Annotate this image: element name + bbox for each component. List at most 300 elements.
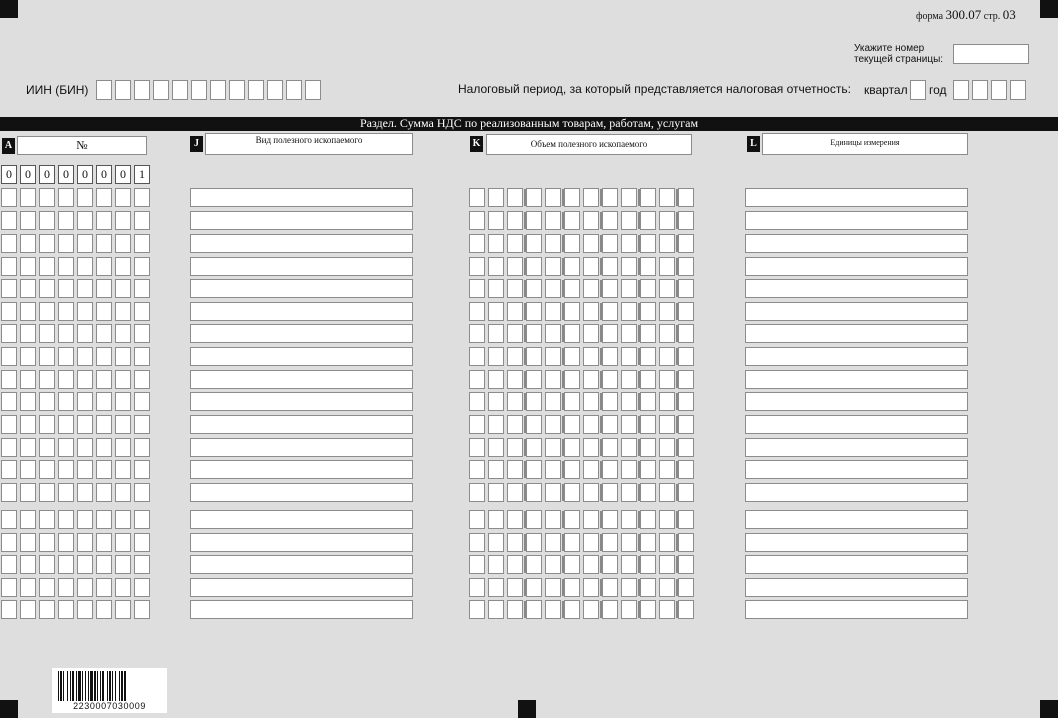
row-number-cell[interactable] [20,555,36,574]
row-unit-input[interactable] [745,234,968,253]
row-volume-cell[interactable] [602,188,618,207]
row-number-cell[interactable] [96,211,112,230]
row-volume-cell[interactable] [564,510,580,529]
row-volume-cell[interactable] [488,211,504,230]
row-volume-cell[interactable] [659,324,675,343]
row-volume-cell[interactable] [507,600,523,619]
row-mineral-type-input[interactable] [190,510,413,529]
row-volume-cell[interactable] [526,600,542,619]
row-number-cell[interactable] [20,370,36,389]
row-volume-cell[interactable] [526,188,542,207]
row-mineral-type-input[interactable] [190,483,413,502]
row-volume-cell[interactable] [469,415,485,434]
row-volume-cell[interactable] [621,211,637,230]
row-volume-cell[interactable] [507,324,523,343]
row-volume-cell[interactable] [564,279,580,298]
row-number-cell[interactable] [39,415,55,434]
row-volume-cell[interactable] [640,234,656,253]
row-volume-cell[interactable] [526,279,542,298]
row-volume-cell[interactable] [602,483,618,502]
row-number-cell[interactable] [77,415,93,434]
row-number-cell[interactable] [1,555,17,574]
row-volume-cell[interactable] [640,392,656,411]
row-number-cell[interactable] [20,483,36,502]
row-mineral-type-input[interactable] [190,257,413,276]
row-volume-cell[interactable] [488,600,504,619]
row-volume-cell[interactable] [507,211,523,230]
row-volume-cell[interactable] [659,415,675,434]
row-volume-cell[interactable] [678,483,694,502]
row-number-cell[interactable] [134,279,150,298]
row-volume-cell[interactable] [507,188,523,207]
row-mineral-type-input[interactable] [190,188,413,207]
row-volume-cell[interactable] [488,257,504,276]
row-number-cell[interactable] [1,578,17,597]
row-mineral-type-input[interactable] [190,555,413,574]
row-number-cell[interactable] [115,234,131,253]
row-volume-cell[interactable] [583,324,599,343]
row-number-cell[interactable] [58,257,74,276]
row-volume-cell[interactable] [602,257,618,276]
row-volume-cell[interactable] [621,392,637,411]
row-volume-cell[interactable] [678,555,694,574]
row-volume-cell[interactable] [583,600,599,619]
row-volume-cell[interactable] [545,324,561,343]
row-volume-cell[interactable] [640,510,656,529]
row-number-cell[interactable] [134,370,150,389]
row-volume-cell[interactable] [659,302,675,321]
row-volume-cell[interactable] [488,370,504,389]
row-number-cell[interactable] [115,555,131,574]
row-number-cell[interactable] [134,211,150,230]
row-volume-cell[interactable] [659,211,675,230]
iin-cell[interactable] [115,80,131,100]
row-volume-cell[interactable] [564,555,580,574]
row-number-cell[interactable] [1,302,17,321]
row-volume-cell[interactable] [469,483,485,502]
row-number-cell[interactable] [39,279,55,298]
row-number-cell[interactable] [39,347,55,366]
row-number-cell[interactable] [96,415,112,434]
row-number-cell[interactable] [1,347,17,366]
row-volume-cell[interactable] [488,188,504,207]
row-volume-cell[interactable] [564,234,580,253]
row-volume-cell[interactable] [621,578,637,597]
row-number-cell[interactable] [1,510,17,529]
row-number-cell[interactable] [39,370,55,389]
row-volume-cell[interactable] [678,347,694,366]
row-number-cell[interactable] [115,302,131,321]
row-volume-cell[interactable] [678,600,694,619]
row-volume-cell[interactable] [526,257,542,276]
row-number-cell[interactable] [39,600,55,619]
row-unit-input[interactable] [745,302,968,321]
row-volume-cell[interactable] [640,188,656,207]
row-volume-cell[interactable] [602,533,618,552]
row-volume-cell[interactable] [621,483,637,502]
row-number-cell[interactable] [20,438,36,457]
row-volume-cell[interactable] [640,347,656,366]
row-number-cell[interactable] [20,302,36,321]
row-number-cell[interactable] [134,392,150,411]
row-number-cell[interactable] [96,392,112,411]
row-volume-cell[interactable] [678,324,694,343]
row-mineral-type-input[interactable] [190,415,413,434]
row-volume-cell[interactable] [640,302,656,321]
row-volume-cell[interactable] [545,555,561,574]
row-number-cell[interactable] [134,347,150,366]
row-volume-cell[interactable] [488,578,504,597]
row-volume-cell[interactable] [621,510,637,529]
row-volume-cell[interactable] [678,234,694,253]
iin-cell[interactable] [248,80,264,100]
row-number-cell[interactable] [77,302,93,321]
row-volume-cell[interactable] [507,510,523,529]
row-volume-cell[interactable] [564,392,580,411]
row-volume-cell[interactable] [602,324,618,343]
row-volume-cell[interactable] [545,302,561,321]
row-number-cell[interactable] [77,510,93,529]
row-number-cell[interactable] [39,302,55,321]
row-volume-cell[interactable] [640,600,656,619]
row-number-cell[interactable] [134,483,150,502]
row-volume-cell[interactable] [640,211,656,230]
row-number-cell[interactable] [77,555,93,574]
row-volume-cell[interactable] [488,415,504,434]
row-volume-cell[interactable] [583,392,599,411]
row-volume-cell[interactable] [583,460,599,479]
row-volume-cell[interactable] [659,234,675,253]
row-volume-cell[interactable] [602,438,618,457]
row-volume-cell[interactable] [526,438,542,457]
row-number-cell[interactable] [20,415,36,434]
row-volume-cell[interactable] [469,302,485,321]
row-volume-cell[interactable] [545,578,561,597]
iin-cell[interactable] [96,80,112,100]
row-number-cell[interactable] [58,234,74,253]
row-number-cell[interactable] [20,460,36,479]
row-unit-input[interactable] [745,211,968,230]
row-number-cell[interactable] [39,555,55,574]
row-mineral-type-input[interactable] [190,347,413,366]
row-volume-cell[interactable] [545,347,561,366]
row-volume-cell[interactable] [545,460,561,479]
row-volume-cell[interactable] [640,415,656,434]
row-mineral-type-input[interactable] [190,279,413,298]
row-number-cell[interactable] [115,370,131,389]
row-volume-cell[interactable] [469,279,485,298]
row-volume-cell[interactable] [659,533,675,552]
iin-cell[interactable] [172,80,188,100]
row-number-cell[interactable] [115,257,131,276]
row-number-cell[interactable] [1,415,17,434]
row-number-cell[interactable] [77,578,93,597]
row-volume-cell[interactable] [526,555,542,574]
row-volume-cell[interactable] [678,578,694,597]
row-number-cell[interactable] [20,600,36,619]
row-number-cell[interactable] [115,460,131,479]
row-volume-cell[interactable] [602,347,618,366]
row-volume-cell[interactable] [526,234,542,253]
row-number-cell[interactable] [134,324,150,343]
row-volume-cell[interactable] [526,483,542,502]
row-number-cell[interactable] [58,188,74,207]
row-volume-cell[interactable] [469,438,485,457]
row-volume-cell[interactable] [469,460,485,479]
row-volume-cell[interactable] [659,510,675,529]
row-number-cell[interactable] [77,324,93,343]
row-unit-input[interactable] [745,392,968,411]
row-mineral-type-input[interactable] [190,211,413,230]
row-number-cell[interactable] [134,302,150,321]
row-number-cell[interactable] [1,234,17,253]
iin-cell[interactable] [191,80,207,100]
row-number-cell[interactable] [96,600,112,619]
row-number-cell[interactable] [77,370,93,389]
row-volume-cell[interactable] [583,533,599,552]
row-volume-cell[interactable] [469,324,485,343]
row-number-cell[interactable] [39,578,55,597]
row-number-cell[interactable] [115,483,131,502]
row-volume-cell[interactable] [602,392,618,411]
iin-cell[interactable] [153,80,169,100]
row-volume-cell[interactable] [621,257,637,276]
row-number-cell[interactable] [115,211,131,230]
row-volume-cell[interactable] [545,257,561,276]
quarter-input[interactable] [910,80,926,100]
row-volume-cell[interactable] [526,302,542,321]
row-number-cell[interactable] [39,438,55,457]
iin-cell[interactable] [267,80,283,100]
row-volume-cell[interactable] [526,415,542,434]
row-volume-cell[interactable] [678,370,694,389]
row-number-cell[interactable] [1,257,17,276]
row-number-cell[interactable] [96,188,112,207]
row-number-cell[interactable] [134,578,150,597]
row-volume-cell[interactable] [507,415,523,434]
row-number-cell[interactable] [20,578,36,597]
row-mineral-type-input[interactable] [190,533,413,552]
row-number-cell[interactable] [115,533,131,552]
row-unit-input[interactable] [745,533,968,552]
row-mineral-type-input[interactable] [190,460,413,479]
row-volume-cell[interactable] [469,510,485,529]
row-number-cell[interactable] [39,392,55,411]
row-volume-cell[interactable] [602,578,618,597]
row-number-cell[interactable] [58,347,74,366]
row-volume-cell[interactable] [526,211,542,230]
row-volume-cell[interactable] [621,438,637,457]
row-number-cell[interactable] [134,438,150,457]
row-volume-cell[interactable] [507,302,523,321]
row-volume-cell[interactable] [507,234,523,253]
year-cell[interactable] [1010,80,1026,100]
row-volume-cell[interactable] [507,460,523,479]
row-number-cell[interactable] [77,347,93,366]
row-number-cell[interactable] [58,533,74,552]
row-number-cell[interactable] [20,234,36,253]
row-number-cell[interactable] [58,211,74,230]
row-number-cell[interactable] [58,279,74,298]
row-volume-cell[interactable] [659,392,675,411]
row-number-cell[interactable] [134,533,150,552]
row-number-cell[interactable] [58,460,74,479]
row-volume-cell[interactable] [659,279,675,298]
row-volume-cell[interactable] [469,578,485,597]
row-number-cell[interactable] [96,234,112,253]
row-number-cell[interactable] [20,188,36,207]
row-mineral-type-input[interactable] [190,600,413,619]
row-volume-cell[interactable] [507,533,523,552]
row-volume-cell[interactable] [659,600,675,619]
row-volume-cell[interactable] [469,600,485,619]
iin-cell[interactable] [305,80,321,100]
row-number-cell[interactable] [96,483,112,502]
row-number-cell[interactable] [1,211,17,230]
row-number-cell[interactable] [96,370,112,389]
row-unit-input[interactable] [745,460,968,479]
row-number-cell[interactable] [1,483,17,502]
row-number-cell[interactable] [96,324,112,343]
row-number-cell[interactable] [115,438,131,457]
row-number-cell[interactable] [77,392,93,411]
row-volume-cell[interactable] [583,415,599,434]
row-number-cell[interactable] [20,279,36,298]
row-number-cell[interactable] [96,438,112,457]
row-volume-cell[interactable] [621,555,637,574]
row-volume-cell[interactable] [621,460,637,479]
row-volume-cell[interactable] [564,438,580,457]
row-volume-cell[interactable] [526,347,542,366]
row-volume-cell[interactable] [469,392,485,411]
row-volume-cell[interactable] [583,279,599,298]
row-number-cell[interactable] [1,533,17,552]
row-volume-cell[interactable] [469,234,485,253]
row-unit-input[interactable] [745,347,968,366]
row-volume-cell[interactable] [488,438,504,457]
row-number-cell[interactable] [1,392,17,411]
row-number-cell[interactable] [58,324,74,343]
row-number-cell[interactable] [20,257,36,276]
row-volume-cell[interactable] [583,188,599,207]
row-number-cell[interactable] [1,370,17,389]
row-unit-input[interactable] [745,483,968,502]
iin-cell[interactable] [210,80,226,100]
row-mineral-type-input[interactable] [190,302,413,321]
row-number-cell[interactable] [115,324,131,343]
row-volume-cell[interactable] [640,483,656,502]
row-number-cell[interactable] [134,188,150,207]
row-number-cell[interactable] [134,600,150,619]
row-number-cell[interactable] [96,578,112,597]
row-volume-cell[interactable] [602,555,618,574]
row-number-cell[interactable] [77,438,93,457]
row-volume-cell[interactable] [507,347,523,366]
row-volume-cell[interactable] [545,438,561,457]
row-volume-cell[interactable] [678,279,694,298]
row-volume-cell[interactable] [678,302,694,321]
row-volume-cell[interactable] [469,211,485,230]
row-volume-cell[interactable] [640,460,656,479]
row-number-cell[interactable] [20,392,36,411]
row-volume-cell[interactable] [526,510,542,529]
row-number-cell[interactable] [1,600,17,619]
current-page-input[interactable] [953,44,1029,64]
year-cell[interactable] [953,80,969,100]
row-volume-cell[interactable] [507,483,523,502]
row-mineral-type-input[interactable] [190,392,413,411]
row-number-cell[interactable] [115,279,131,298]
row-unit-input[interactable] [745,600,968,619]
row-volume-cell[interactable] [545,533,561,552]
row-volume-cell[interactable] [640,438,656,457]
row-volume-cell[interactable] [564,324,580,343]
row-volume-cell[interactable] [488,533,504,552]
row-volume-cell[interactable] [526,460,542,479]
row-volume-cell[interactable] [621,533,637,552]
row-number-cell[interactable] [77,257,93,276]
row-volume-cell[interactable] [583,555,599,574]
row-number-cell[interactable] [39,211,55,230]
row-mineral-type-input[interactable] [190,438,413,457]
row-volume-cell[interactable] [564,257,580,276]
row-volume-cell[interactable] [564,211,580,230]
row-volume-cell[interactable] [621,370,637,389]
row-number-cell[interactable] [96,555,112,574]
row-volume-cell[interactable] [469,533,485,552]
row-volume-cell[interactable] [678,438,694,457]
row-volume-cell[interactable] [640,578,656,597]
row-volume-cell[interactable] [583,370,599,389]
row-number-cell[interactable] [58,415,74,434]
row-mineral-type-input[interactable] [190,234,413,253]
row-number-cell[interactable] [77,188,93,207]
row-volume-cell[interactable] [545,510,561,529]
row-number-cell[interactable] [58,578,74,597]
row-number-cell[interactable] [134,510,150,529]
row-number-cell[interactable] [39,257,55,276]
row-volume-cell[interactable] [526,392,542,411]
row-volume-cell[interactable] [602,370,618,389]
row-unit-input[interactable] [745,438,968,457]
row-number-cell[interactable] [58,438,74,457]
row-volume-cell[interactable] [678,460,694,479]
row-number-cell[interactable] [77,533,93,552]
row-volume-cell[interactable] [507,392,523,411]
row-volume-cell[interactable] [564,533,580,552]
row-volume-cell[interactable] [564,460,580,479]
row-number-cell[interactable] [39,324,55,343]
row-unit-input[interactable] [745,555,968,574]
row-number-cell[interactable] [115,392,131,411]
row-unit-input[interactable] [745,370,968,389]
row-volume-cell[interactable] [678,533,694,552]
row-volume-cell[interactable] [507,279,523,298]
row-volume-cell[interactable] [564,578,580,597]
row-volume-cell[interactable] [564,483,580,502]
iin-cell[interactable] [229,80,245,100]
row-number-cell[interactable] [58,510,74,529]
row-number-cell[interactable] [134,415,150,434]
row-volume-cell[interactable] [545,415,561,434]
row-volume-cell[interactable] [564,370,580,389]
row-volume-cell[interactable] [621,415,637,434]
row-volume-cell[interactable] [621,234,637,253]
row-number-cell[interactable] [96,347,112,366]
row-volume-cell[interactable] [659,347,675,366]
row-number-cell[interactable] [96,510,112,529]
row-unit-input[interactable] [745,510,968,529]
